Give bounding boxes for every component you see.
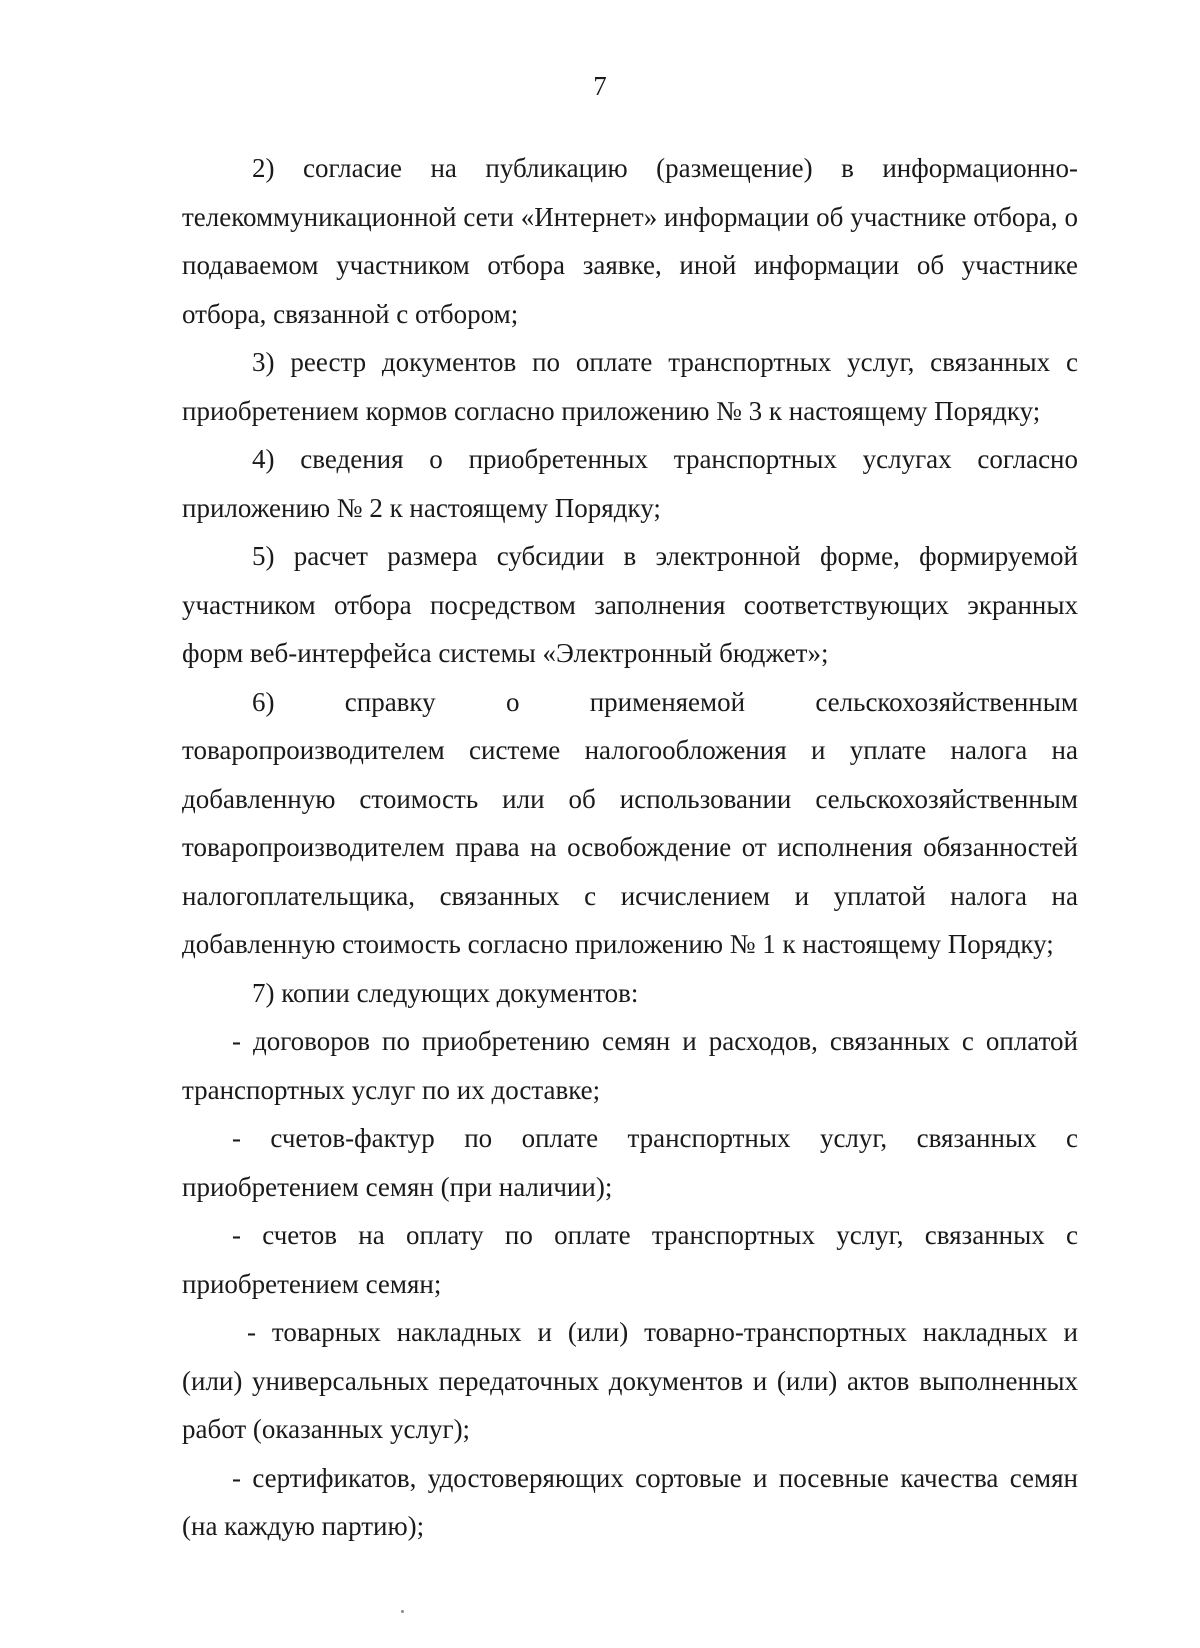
paragraph-item-6: 6) справку о применяемой сельскохозяйственным товаропроизводителем системе налогообложения и уплате налога на добавленную стоимость или об использовании сельскохозяйственным товаропроизводителем права на освобождение от исполнения обязанностей налогоплательщика, связанных с исчислением и уплатой налога на добавленную стоимость согласно приложению № 1 к настоящему Порядку;	[182, 686, 1078, 959]
document-body	[182, 144, 1078, 1551]
list-item-payment-bills: - счетов на оплату по оплате транспортных услуг, связанных с приобретением семян;	[182, 1220, 1078, 1299]
paragraph-item-4: 4) сведения о приобретенных транспортных услугах согласно приложению № 2 к настоящему Порядку;	[182, 444, 1078, 523]
list-item-invoices: - счетов-фактур по оплате транспортных услуг, связанных с приобретением семян (при наличии);	[182, 1123, 1078, 1202]
scan-speck	[401, 1610, 404, 1613]
paragraph-item-7: 7) копии следующих документов:	[252, 977, 639, 1008]
list-item-waybills: - товарных накладных и (или) товарно-транспортных накладных и (или) универсальных передаточных документов и (или) актов выполненных работ (оказанных услуг);	[182, 1317, 1078, 1444]
list-item-contracts: - договоров по приобретению семян и расходов, связанных с оплатой транспортных услуг по их доставке;	[182, 1026, 1078, 1105]
paragraph-item-3: 3) реестр документов по оплате транспортных услуг, связанных с приобретением кормов согласно приложению № 3 к настоящему Порядку;	[182, 347, 1078, 426]
paragraph-item-5: 5) расчет размера субсидии в электронной форме, формируемой участником отбора посредством заполнения соответствующих экранных форм веб-интерфейса системы «Электронный бюджет»;	[182, 541, 1078, 668]
paragraph-item-2: 2) согласие на публикацию (размещение) в информационно-телекоммуникационной сети «Интернет» информации об участнике отбора, о подаваемом участником отбора заявке, иной информации об участнике отбора, связанной с отбором;	[182, 153, 1078, 329]
page-number: 7	[593, 71, 607, 101]
list-item-certificates: - сертификатов, удостоверяющих сортовые и посевные качества семян (на каждую партию);	[182, 1462, 1078, 1541]
